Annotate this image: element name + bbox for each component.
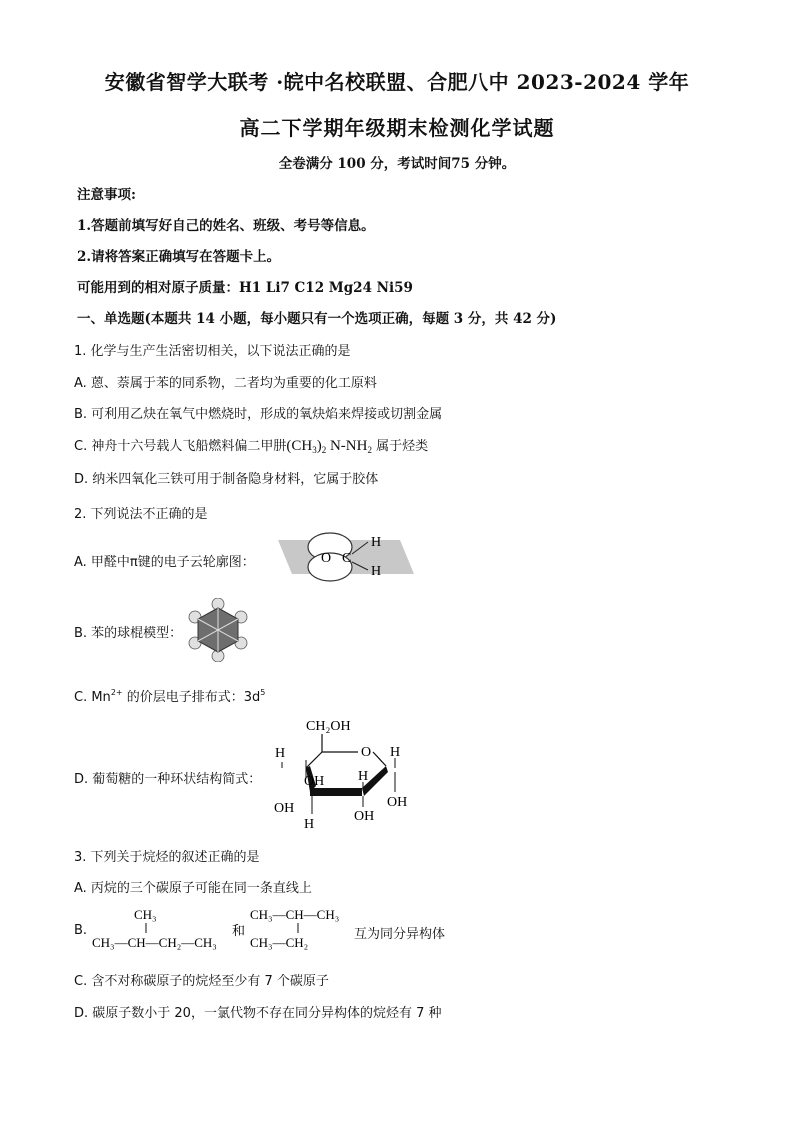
q1-option-c-text: C. 神舟十六号载人飞船燃料偏二甲肼 (74, 439, 287, 454)
bond-c5-c4 (306, 752, 322, 768)
benzene-ball-stick-figure (186, 598, 250, 662)
struct1-chain: CH₃—CH—CH₂—CH₃ (92, 935, 217, 950)
struct1-branch: CH₃ (134, 907, 157, 922)
q3-option-d: D. 碳原子数小于 20，一氯代物不存在同分异构体的烷烃有 7 种 (74, 1006, 442, 1021)
formaldehyde-pi-orbital-figure (272, 530, 427, 582)
exam-title-line2: 高二下学期年级期末检测化学试题 (239, 116, 555, 140)
q1-stem: 1. 化学与生产生活密切相关，以下说法正确的是 (74, 344, 351, 359)
oh-label-2: OH (387, 795, 408, 810)
h-label-2: H (358, 769, 369, 784)
h-label-1: H (275, 746, 286, 761)
h-label-4: H (304, 817, 315, 832)
atomic-mass-line: 可能用到的相对原子质量：H1 Li7 C12 Mg24 Ni59 (77, 280, 413, 296)
h-label-3: H (390, 745, 401, 760)
oh-label-4: OH (354, 809, 375, 824)
bond-c3-c2-bold (310, 788, 362, 796)
q3-stem: 3. 下列关于烷烃的叙述正确的是 (74, 850, 260, 865)
q1-formula: $(CH_3)_2$ $N-NH_2$ (286, 438, 372, 455)
q1-option-c: C. 神舟十六号载人飞船燃料偏二甲肼$(CH_3)_2$ $N-NH_2$ 属于烃类 (74, 438, 429, 455)
glucose-haworth-figure (270, 712, 420, 832)
q3-b-structures (90, 903, 360, 955)
and-text: 和 (232, 923, 246, 938)
atom-h1: H (371, 535, 382, 550)
exam-subtitle: 全卷满分 100 分，考试时间75 分钟。 (278, 156, 516, 172)
struct2-branch: CH₃—CH₂ (250, 935, 309, 950)
section-heading: 一、单选题(本题共 14 小题，每小题只有一个选项正确，每题 3 分，共 42 分) (77, 311, 557, 327)
q2-option-d: D. 葡萄糖的一种环状结构简式： (74, 772, 262, 787)
notes-heading: 注意事项: (77, 187, 136, 203)
q3-option-b-label: B. (74, 923, 88, 938)
atom-o: O (321, 551, 332, 566)
q3-option-b-text: 互为同分异构体 (354, 927, 446, 942)
oh-label-3: OH (274, 801, 295, 816)
notes-item-2: 2.请将答案正确填写在答题卡上。 (77, 249, 281, 265)
oh-label-1: OH (304, 774, 325, 789)
exam-title-line1: 安徽省智学大联考 ·皖中名校联盟、合肥八中 2023-2024 学年 (104, 70, 690, 94)
atom-h2: H (371, 564, 382, 579)
ch2oh-label: CH₂OH (306, 719, 351, 734)
q3-option-c: C. 含不对称碳原子的烷烃至少有 7 个碳原子 (74, 974, 329, 989)
bond-o-c1 (373, 752, 386, 766)
q1-option-a: A. 蒽、萘属于苯的同系物，二者均为重要的化工原料 (74, 376, 377, 391)
q2-option-a: A. 甲醛中π键的电子云轮廓图： (74, 555, 255, 570)
q3-option-a: A. 丙烷的三个碳原子可能在同一条直线上 (74, 881, 312, 896)
q2-option-b: B. 苯的球棍模型： (74, 626, 183, 641)
struct2-chain: CH₃—CH—CH₃ (250, 907, 340, 922)
notes-item-1: 1.答题前填写好自己的姓名、班级、考号等信息。 (77, 218, 375, 234)
q2-option-c: C. $Mn^{2+}$ 的价层电子排布式：$3d^5$ (74, 688, 266, 705)
ring-oxygen: O (361, 745, 372, 760)
q1-option-b: B. 可利用乙炔在氧气中燃烧时，形成的氧炔焰来焊接或切割金属 (74, 407, 443, 422)
atom-c: C (342, 551, 352, 566)
q1-option-d: D. 纳米四氧化三铁可用于制备隐身材料，它属于胶体 (74, 472, 379, 487)
q2-stem: 2. 下列说法不正确的是 (74, 507, 208, 522)
